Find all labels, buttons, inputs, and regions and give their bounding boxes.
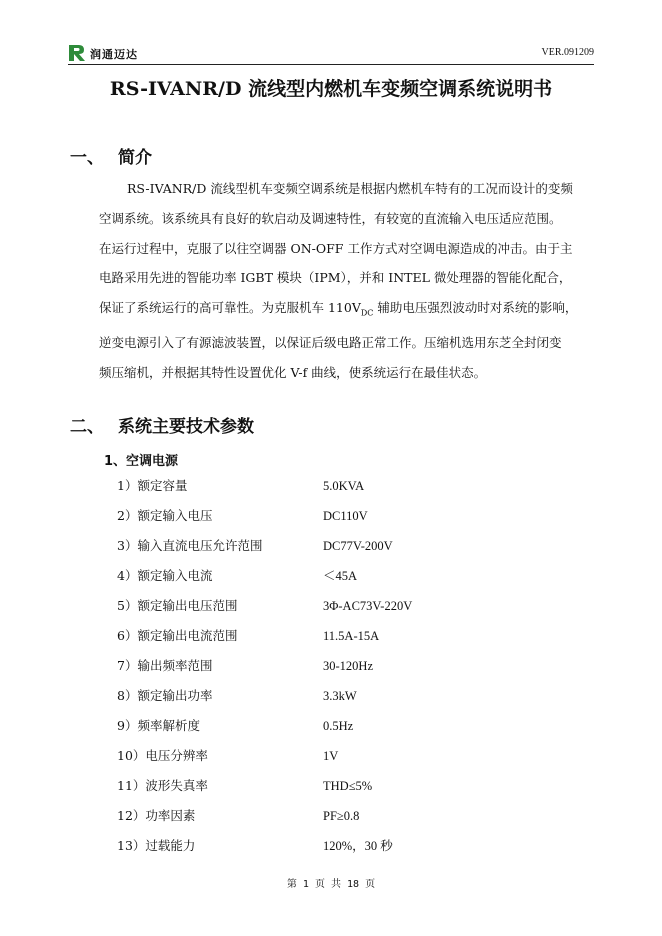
parameter-row xyxy=(117,805,557,835)
paragraph-line xyxy=(99,293,595,328)
parameter-list xyxy=(117,475,557,865)
section-title: 简介 xyxy=(118,148,152,168)
parameter-value: 3Φ-AC73V-220V xyxy=(323,599,413,613)
paragraph-line: 电路采用先进的智能功率 IGBT 模块（IPM），并和 INTEL 微处理器的智能化配合， xyxy=(99,270,572,286)
parameter-label: 2）额定输入电压 xyxy=(117,508,213,523)
paragraph-line: 逆变电源引入了有源滤波装置，以保证后级电路正常工作。压缩机选用东芝全封闭变 xyxy=(99,335,562,351)
parameter-value: ＜45A xyxy=(323,569,358,583)
parameter-label: 11）波形失真率 xyxy=(117,778,208,793)
parameter-row xyxy=(117,685,557,715)
parameter-value: 11.5A-15A xyxy=(323,629,380,643)
paragraph-line: 在运行过程中，克服了以往空调器 ON-OFF 工作方式对空调电源造成的冲击。由于主 xyxy=(99,240,573,256)
paragraph-line: 频压缩机，并根据其特性设置优化 V-f 曲线，使系统运行在最佳状态。 xyxy=(99,365,487,381)
paragraph-line: 空调系统。该系统具有良好的软启动及调速特性，有较宽的直流输入电压适应范围。 xyxy=(99,210,562,226)
parameter-value: 1V xyxy=(323,749,339,763)
parameter-row xyxy=(117,655,557,685)
parameter-row xyxy=(117,565,557,595)
parameter-row xyxy=(117,535,557,565)
parameter-value: 5.0KVA xyxy=(323,479,365,493)
section-number: 二、 xyxy=(70,417,104,437)
parameter-row xyxy=(117,505,557,535)
document-version: VER.091209 xyxy=(541,47,594,58)
parameter-value: 3.3kW xyxy=(323,689,357,703)
parameter-value: 120%，30 秒 xyxy=(323,839,393,853)
parameter-row xyxy=(117,625,557,655)
parameter-row xyxy=(117,775,557,805)
parameter-row xyxy=(117,595,557,625)
parameter-label: 4）额定输入电流 xyxy=(117,568,213,583)
page-number: 第 1 页 共 18 页 xyxy=(286,879,376,890)
parameter-value: PF≥0.8 xyxy=(323,809,360,823)
paragraph-line: RS-IVANR/D 流线型机车变频空调系统是根据内燃机车特有的工况而设计的变频 xyxy=(127,181,573,196)
parameter-row xyxy=(117,835,557,865)
section-title: 系统主要技术参数 xyxy=(118,417,254,437)
parameter-label: 13）过载能力 xyxy=(117,838,196,853)
document-title: RS-IVANR/D 流线型内燃机车变频空调系统说明书 xyxy=(109,78,553,100)
company-logo-icon xyxy=(68,44,86,62)
parameter-label: 7）输出频率范围 xyxy=(117,658,213,673)
subsection-heading: 1、空调电源 xyxy=(104,454,179,469)
dc-subscript: DC xyxy=(360,308,374,318)
parameter-label: 9）频率解析度 xyxy=(117,718,200,733)
parameter-value: DC77V-200V xyxy=(323,539,393,553)
parameter-label: 10）电压分辨率 xyxy=(117,748,208,763)
company-name: 润通迈达 xyxy=(90,48,138,61)
parameter-label: 1）额定容量 xyxy=(117,478,188,493)
section-number: 一、 xyxy=(70,148,104,168)
parameter-label: 12）功率因素 xyxy=(117,808,196,823)
parameter-value: THD≤5% xyxy=(323,779,373,793)
parameter-row xyxy=(117,475,557,505)
parameter-label: 3）输入直流电压允许范围 xyxy=(117,538,263,553)
parameter-label: 6）额定输出电流范围 xyxy=(117,628,238,643)
parameter-label: 5）额定输出电压范围 xyxy=(117,598,238,613)
intro-paragraph xyxy=(99,174,595,388)
parameter-row xyxy=(117,745,557,775)
parameter-value: 30-120Hz xyxy=(323,659,373,673)
parameter-label: 8）额定输出功率 xyxy=(117,688,213,703)
parameter-value: 0.5Hz xyxy=(323,719,354,733)
section-params-heading xyxy=(70,412,254,437)
line-text-suffix: 辅助电压强烈波动时对系统的影响， xyxy=(373,300,578,316)
page-header xyxy=(68,42,594,65)
parameter-row xyxy=(117,715,557,745)
parameter-value: DC110V xyxy=(323,509,368,523)
section-intro-heading xyxy=(70,143,152,168)
line-text: 保证了系统运行的高可靠性。为克服机车 110V xyxy=(99,300,361,316)
